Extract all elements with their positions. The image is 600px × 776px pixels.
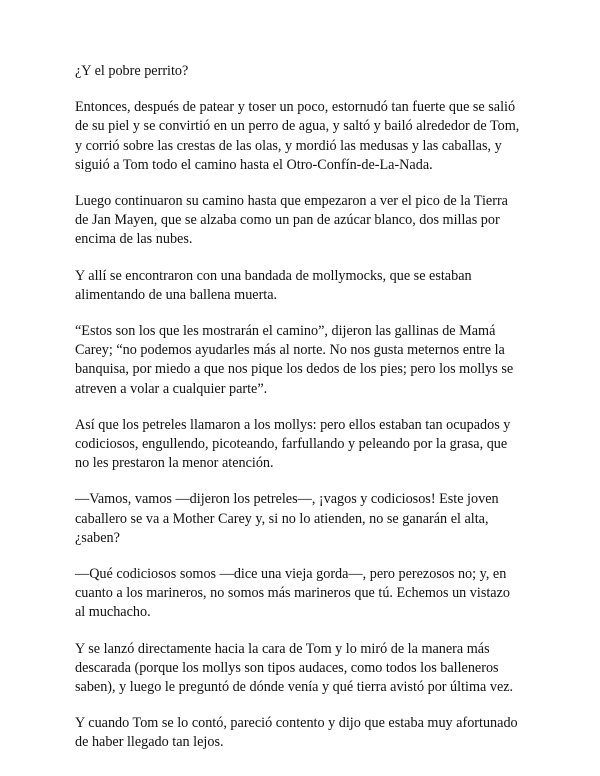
paragraph-9: Y se lanzó directamente hacia la cara de Tom y lo miró de la manera más descarada (porque los mollys son tipos audaces, como todos los balleneros saben), y luego le preguntó de dónde venía y qué tierra avistó por última vez. [75,640,514,696]
paragraph-7: —Vamos, vamos —dijeron los petreles—, ¡vagos y codiciosos! Este joven caballero se va a Mother Carey y, si no lo atienden, no se ganarán el alta, ¿saben? [75,491,499,546]
paragraph-10: Y cuando Tom se lo contó, pareció contento y dijo que estaba muy afortunado de haber llegado tan lejos. [75,715,518,751]
paragraph-3: Luego continuaron su camino hasta que empezaron a ver el pico de la Tierra de Jan Mayen, que se alzaba como un pan de azúcar blanco, dos millas por encima de las nubes. [75,193,508,248]
paragraph-4: Y allí se encontraron con una bandada de mollymocks, que se estaban alimentando de una ballena muerta. [75,267,472,303]
paragraph-8: —Qué codiciosos somos —dice una vieja gorda—, pero perezosos no; y, en cuanto a los marineros, no somos más marineros que tú. Echemos un vistazo al muchacho. [75,566,510,621]
paragraph-2: Entonces, después de patear y toser un poco, estornudó tan fuerte que se salió de su piel y se convirtió en un perro de agua, y saltó y bailó alrededor de Tom, y corrió sobre las crestas de las olas, y mordió las medusas y las caballas, y siguió a Tom todo el camino hasta el Otro-Confín-de-La-Nada. [75,99,520,173]
paragraph-5: “Estos son los que les mostrarán el camino”, dijeron las gallinas de Mamá Carey; “no podemos ayudarles más al norte. No nos gusta meternos entre la banquisa, por miedo a que nos pique los dedos de los pies; pero los mollys se atreven a volar a cualquier parte”. [75,323,514,397]
paragraph-6: Así que los petreles llamaron a los mollys: pero ellos estaban tan ocupados y codiciosos, engullendo, picoteando, farfullando y peleando por la grasa, que no les prestaron la menor atención. [75,416,511,472]
paragraph-1: ¿Y el pobre perrito? [75,63,189,79]
